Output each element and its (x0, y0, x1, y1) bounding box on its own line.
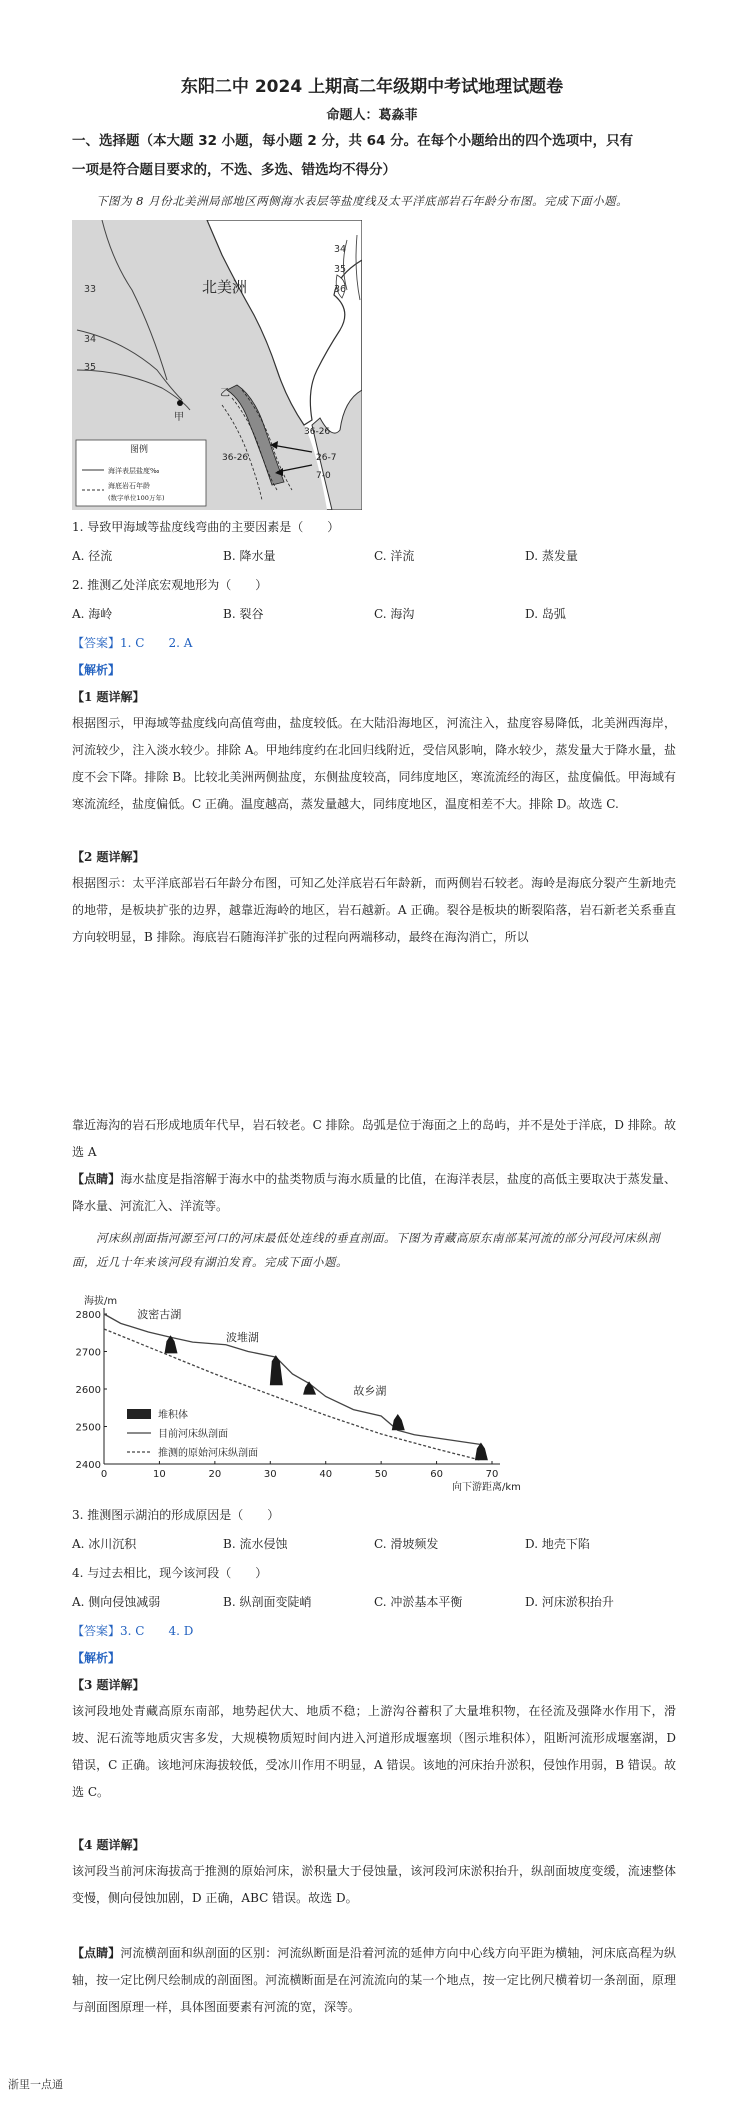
legend-age: 海底岩石年龄 (108, 482, 150, 490)
legend-deposit: 堆积体 (158, 1410, 188, 1421)
author-line: 命题人：葛淼菲 (326, 108, 418, 123)
deposit-mark (475, 1443, 488, 1461)
question-3: 3. 推测图示湖泊的形成原因是（ ） (72, 1508, 280, 1522)
deposit-mark (392, 1414, 405, 1430)
y-tick-label: 2800 (75, 1310, 101, 1321)
detail-1-text: 根据图示，甲海域等盐度线向高值弯曲，盐度较低。在大陆沿海地区，河流注入，盐度容易降低，北美洲西海岸，河流较少，注入淡水较少。排除 A。甲地纬度约在北回归线附近，受信风影响，降水较少，蒸发量大于降水量，盐度不会下降。排除 B。比较北美洲两侧盐度，东侧盐度较高，同纬度地区，寒流流经的海区，盐度偏低。甲海域有寒流流经，盐度偏低。C 正确。温度越高，蒸发量越大，同纬度地区，温度相差不大。排除 D。故选 C. (72, 716, 676, 811)
age-label-26-7: 26-7 (316, 453, 337, 463)
detail-2-text: 根据图示：太平洋底部岩石年龄分布图，可知乙处洋底岩石年龄新，而两侧岩石较老。海岭是海底分裂产生新地壳的地带，是板块扩张的边界，越靠近海岭的地区，岩石越新。A 正确。裂谷是板块的断裂陷落，岩石新老关系垂直方向较明显，B 排除。海底岩石随海洋扩张的过程向两端移动，最终在海沟消亡，所以 (72, 876, 676, 944)
legend-age-unit: (数字单位100万年) (108, 494, 165, 502)
q3-option-b: B. 流水侵蚀 (223, 1537, 288, 1551)
lake-label: 波密古湖 (137, 1307, 182, 1321)
river-profile-svg (72, 1292, 562, 1502)
lake-label: 故乡湖 (353, 1384, 387, 1398)
question-1: 1. 导致甲海域等盐度线弯曲的主要因素是（ ） (72, 520, 340, 534)
north-america-map (72, 220, 362, 510)
q3-option-c: C. 滑坡频发 (374, 1537, 439, 1551)
dianjing-1-tag: 【点睛】 (72, 1172, 121, 1186)
detail-1-tag: 【1 题详解】 (72, 690, 145, 704)
legend-deposit-swatch (127, 1409, 151, 1419)
section-heading-line2: 一项是符合题目要求的，不选、多选、错选均不得分） (72, 162, 396, 178)
x-tick-label: 20 (208, 1469, 222, 1480)
dianjing-1-text: 海水盐度是指溶解于海水中的盐类物质与海水质量的比值，在海洋表层，盐度的高低主要取决于蒸发量、降水量、河流汇入、洋流等。 (72, 1172, 676, 1213)
question-1-options (72, 547, 676, 564)
map-svg (72, 220, 362, 510)
detail-4-text: 该河段当前河床海拔高于推测的原始河床，淤积量大于侵蚀量，该河段河床淤积抬升，纵剖面坡度变缓，流速整体变慢，侧向侵蚀加剧，D 正确，ABC 错误。故选 D。 (72, 1864, 676, 1905)
q4-option-b: B. 纵剖面变陡峭 (223, 1595, 312, 1609)
q4-option-a: A. 侧向侵蚀减弱 (72, 1595, 161, 1609)
dianjing-2 (72, 1940, 676, 2021)
q3-option-d: D. 地壳下陷 (525, 1537, 590, 1551)
x-tick-label: 70 (485, 1469, 499, 1480)
iso-label-35-east: 35 (334, 264, 347, 275)
iso-label-36-east: 36 (334, 284, 347, 295)
analysis-tag-2: 【解析】 (72, 1651, 121, 1665)
legend-original: 推测的原始河床纵剖面 (158, 1448, 258, 1459)
age-label-7-0: 7-0 (316, 471, 331, 481)
iso-label-35: 35 (84, 362, 97, 373)
page-title: 东阳二中 2024 上期高二年级期中考试地理试题卷 (180, 77, 564, 97)
jia-label: 甲 (174, 412, 184, 423)
x-tick-label: 50 (374, 1469, 388, 1480)
q4-option-c: C. 冲淤基本平衡 (374, 1595, 463, 1609)
q1-option-b: B. 降水量 (223, 549, 276, 563)
answer-3-4: 【答案】3. C 4. D (72, 1624, 194, 1638)
series-original-profile (104, 1329, 481, 1460)
legend-salinity: 海洋表层盐度‰ (108, 467, 160, 475)
section-heading-line1: 一、选择题（本大题 32 小题，每小题 2 分，共 64 分。在每个小题给出的四个选项中，只有 (72, 133, 634, 149)
question-2: 2. 推测乙处洋底宏观地形为（ ） (72, 578, 268, 592)
chart-ylabel: 海拔/m (84, 1296, 118, 1307)
answer-1-2: 【答案】1. C 2. A (72, 636, 193, 650)
dianjing-1 (72, 1166, 676, 1220)
q4-option-d: D. 河床淤积抬升 (525, 1595, 614, 1609)
group1-intro: 下图为 8 月份北美洲局部地区两侧海水表层等盐度线及太平洋底部岩石年龄分布图。完成下面小题。 (96, 194, 629, 208)
question-4-options (72, 1593, 676, 1610)
y-tick-label: 2400 (75, 1460, 101, 1471)
iso-label-33: 33 (84, 284, 97, 295)
question-2-options (72, 605, 676, 622)
q3-option-a: A. 冰川沉积 (72, 1537, 137, 1551)
age-label-36-26-left: 36-26 (222, 453, 249, 463)
detail-3-tag: 【3 题详解】 (72, 1678, 145, 1692)
question-4: 4. 与过去相比，现今该河段（ ） (72, 1566, 268, 1580)
page-footer: 浙里一点通 (8, 2078, 63, 2091)
group2-intro: 河床纵剖面指河源至河口的河床最低处连线的垂直剖面。下图为青藏高原东南部某河流的部分河段河床纵剖面，近几十年来该河段有湖泊发育。完成下面小题。 (72, 1231, 660, 1269)
q2-option-d: D. 岛弧 (525, 607, 566, 621)
analysis-tag-1: 【解析】 (72, 663, 121, 677)
q2-option-c: C. 海沟 (374, 607, 415, 621)
detail-2-tag: 【2 题详解】 (72, 850, 145, 864)
dianjing-2-tag: 【点睛】 (72, 1946, 121, 1960)
lake-label: 波堆湖 (225, 1331, 259, 1344)
iso-label-34-east: 34 (334, 244, 347, 255)
legend-title: 图例 (130, 445, 149, 455)
iso-label-34: 34 (84, 334, 97, 345)
legend-current: 目前河床纵剖面 (158, 1429, 228, 1440)
y-tick-label: 2700 (75, 1347, 101, 1359)
y-tick-label: 2600 (75, 1385, 101, 1396)
x-tick-label: 40 (319, 1469, 333, 1480)
y-tick-label: 2500 (75, 1422, 101, 1434)
detail-4-tag: 【4 题详解】 (72, 1838, 145, 1852)
q1-option-c: C. 洋流 (374, 549, 415, 563)
chart-axes (76, 1308, 500, 1480)
detail-3-text: 该河段地处青藏高原东南部，地势起伏大、地质不稳；上游沟谷蓄积了大量堆积物，在径流及强降水作用下，滑坡、泥石流等地质灾害多发，大规模物质短时间内进入河道形成堰塞坝（图示堆积体），阻断河流形成堰塞湖，D 错误，C 正确。该地河床海拔较低，受冰川作用不明显，A 错误。该地的河床抬升淤积，侵蚀作用弱，B 错误。故选 C。 (72, 1704, 676, 1799)
chart-deposits (165, 1335, 488, 1460)
series-current-profile (104, 1314, 481, 1445)
river-profile-chart (72, 1292, 562, 1502)
yi-label: 乙 (220, 388, 230, 399)
detail-2-text-cont: 靠近海沟的岩石形成地质年代早，岩石较老。C 排除。岛弧是位于海面之上的岛屿，并不是处于洋底，D 排除。故选 A (72, 1118, 676, 1159)
q2-option-a: A. 海岭 (72, 607, 113, 621)
age-label-36-26-right: 36-26 (304, 427, 331, 437)
question-3-options (72, 1535, 676, 1552)
q1-option-a: A. 径流 (72, 549, 113, 563)
x-tick-label: 0 (100, 1469, 108, 1480)
x-tick-label: 60 (430, 1469, 443, 1480)
chart-xlabel: 向下游距离/km (452, 1482, 521, 1493)
x-tick-label: 10 (153, 1469, 166, 1480)
deposit-mark (270, 1355, 283, 1385)
continent-label: 北美洲 (202, 278, 248, 296)
dianjing-2-text: 河流横剖面和纵剖面的区别：河流纵断面是沿着河流的延伸方向中心线方向平距为横轴，河床底高程为纵轴，按一定比例尺绘制成的剖面图。河流横断面是在河流流向的某一个地点，按一定比例尺横着切一条剖面，原理与剖面图原理一样，具体图面要素有河流的宽，深等。 (72, 1946, 676, 2014)
q1-option-d: D. 蒸发量 (525, 549, 578, 563)
q2-option-b: B. 裂谷 (223, 607, 264, 621)
x-tick-label: 30 (263, 1469, 277, 1480)
